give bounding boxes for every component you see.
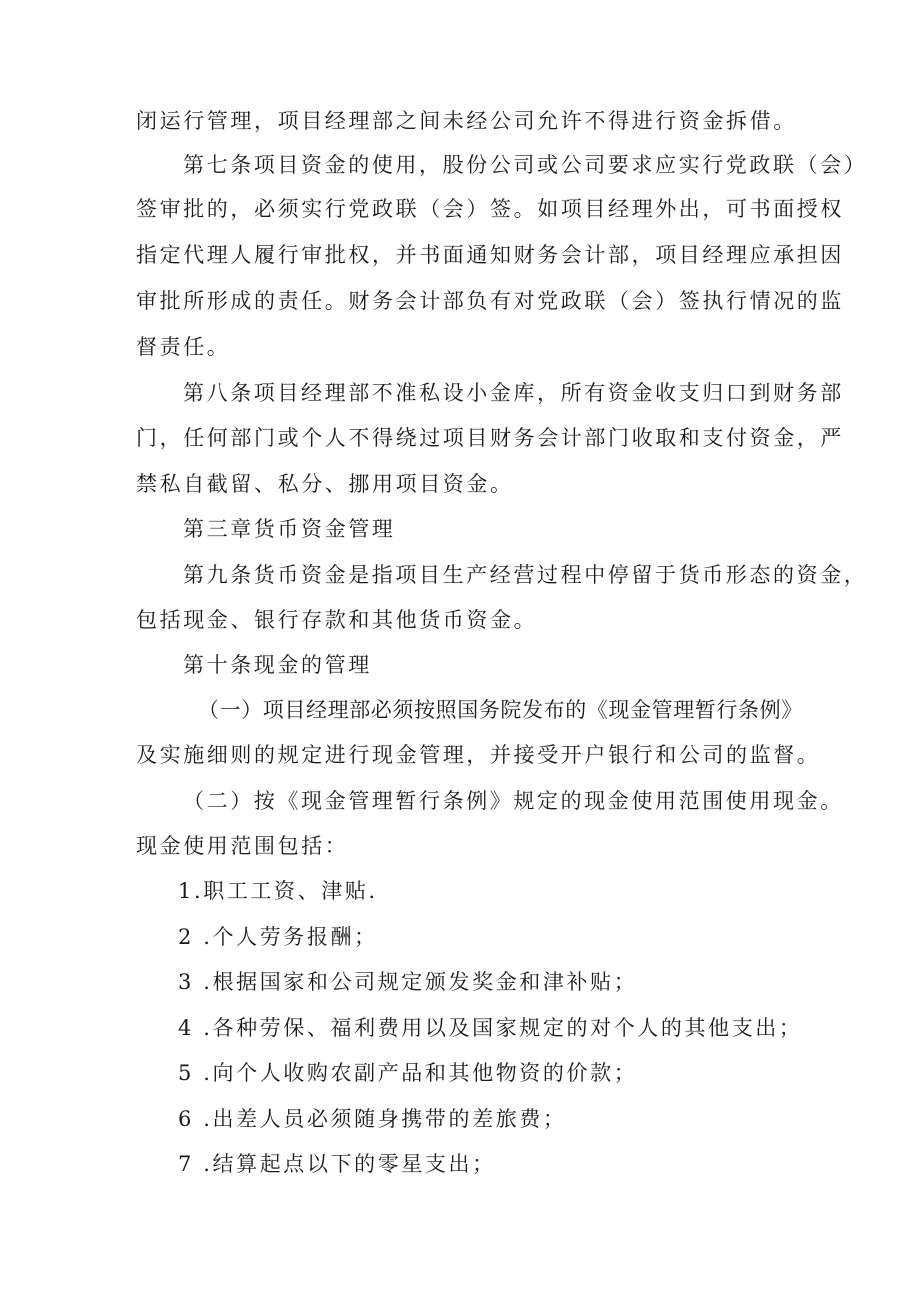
list-item: 3 .根据国家和公司规定颁发奖金和津补贴；: [178, 970, 638, 994]
article-8-line: 第八条项目经理部不准私设小金库，所有资金收支归口到财务部: [183, 381, 844, 405]
list-item: 1.职工工资、津贴.: [178, 879, 378, 903]
paragraph-line: 指定代理人履行审批权，并书面通知财务会计部，项目经理应承担因: [136, 243, 844, 267]
article-9-line: 第九条货币资金是指项目生产经营过程中停留于货币形态的资金，: [183, 563, 868, 587]
paragraph-line: 闭运行管理，项目经理部之间未经公司允许不得进行资金拆借。: [136, 109, 797, 133]
list-item: 5 .向个人收购农副产品和其他物资的价款；: [178, 1061, 638, 1085]
list-item: 4 .各种劳保、福利费用以及国家规定的对个人的其他支出；: [178, 1016, 803, 1040]
list-item: 6 .出差人员必须随身携带的差旅费；: [178, 1107, 567, 1131]
paragraph-line: 签审批的，必须实行党政联（会）签。如项目经理外出，可书面授权: [136, 197, 844, 221]
paragraph-line: 督责任。: [136, 335, 231, 359]
paragraph-line: 现金使用范围包括：: [136, 834, 349, 858]
chapter-3-heading: 第三章货币资金管理: [183, 517, 396, 541]
paragraph-line: 包括现金、银行存款和其他货币资金。: [136, 608, 538, 632]
article-7-line: 第七条项目资金的使用，股份公司或公司要求应实行党政联（会）: [183, 153, 868, 177]
list-item: 7 .结算起点以下的零星支出；: [178, 1152, 496, 1176]
paragraph-line: 禁私自截留、私分、挪用项目资金。: [136, 472, 514, 496]
article-10-heading: 第十条现金的管理: [183, 653, 372, 677]
paragraph-line: 门，任何部门或个人不得绕过项目财务会计部门收取和支付资金，严: [136, 426, 844, 450]
list-item: 2 .个人劳务报酬；: [178, 925, 378, 949]
paragraph-line: 及实施细则的规定进行现金管理，并接受开户银行和公司的监督。: [136, 743, 821, 767]
item-2-line: （二）按《现金管理暂行条例》规定的现金使用范围使用现金。: [183, 789, 844, 813]
item-1-line: （一）项目经理部必须按照国务院发布的《现金管理暂行条例》: [198, 698, 803, 722]
paragraph-line: 审批所形成的责任。财务会计部负有对党政联（会）签执行情况的监: [136, 289, 844, 313]
